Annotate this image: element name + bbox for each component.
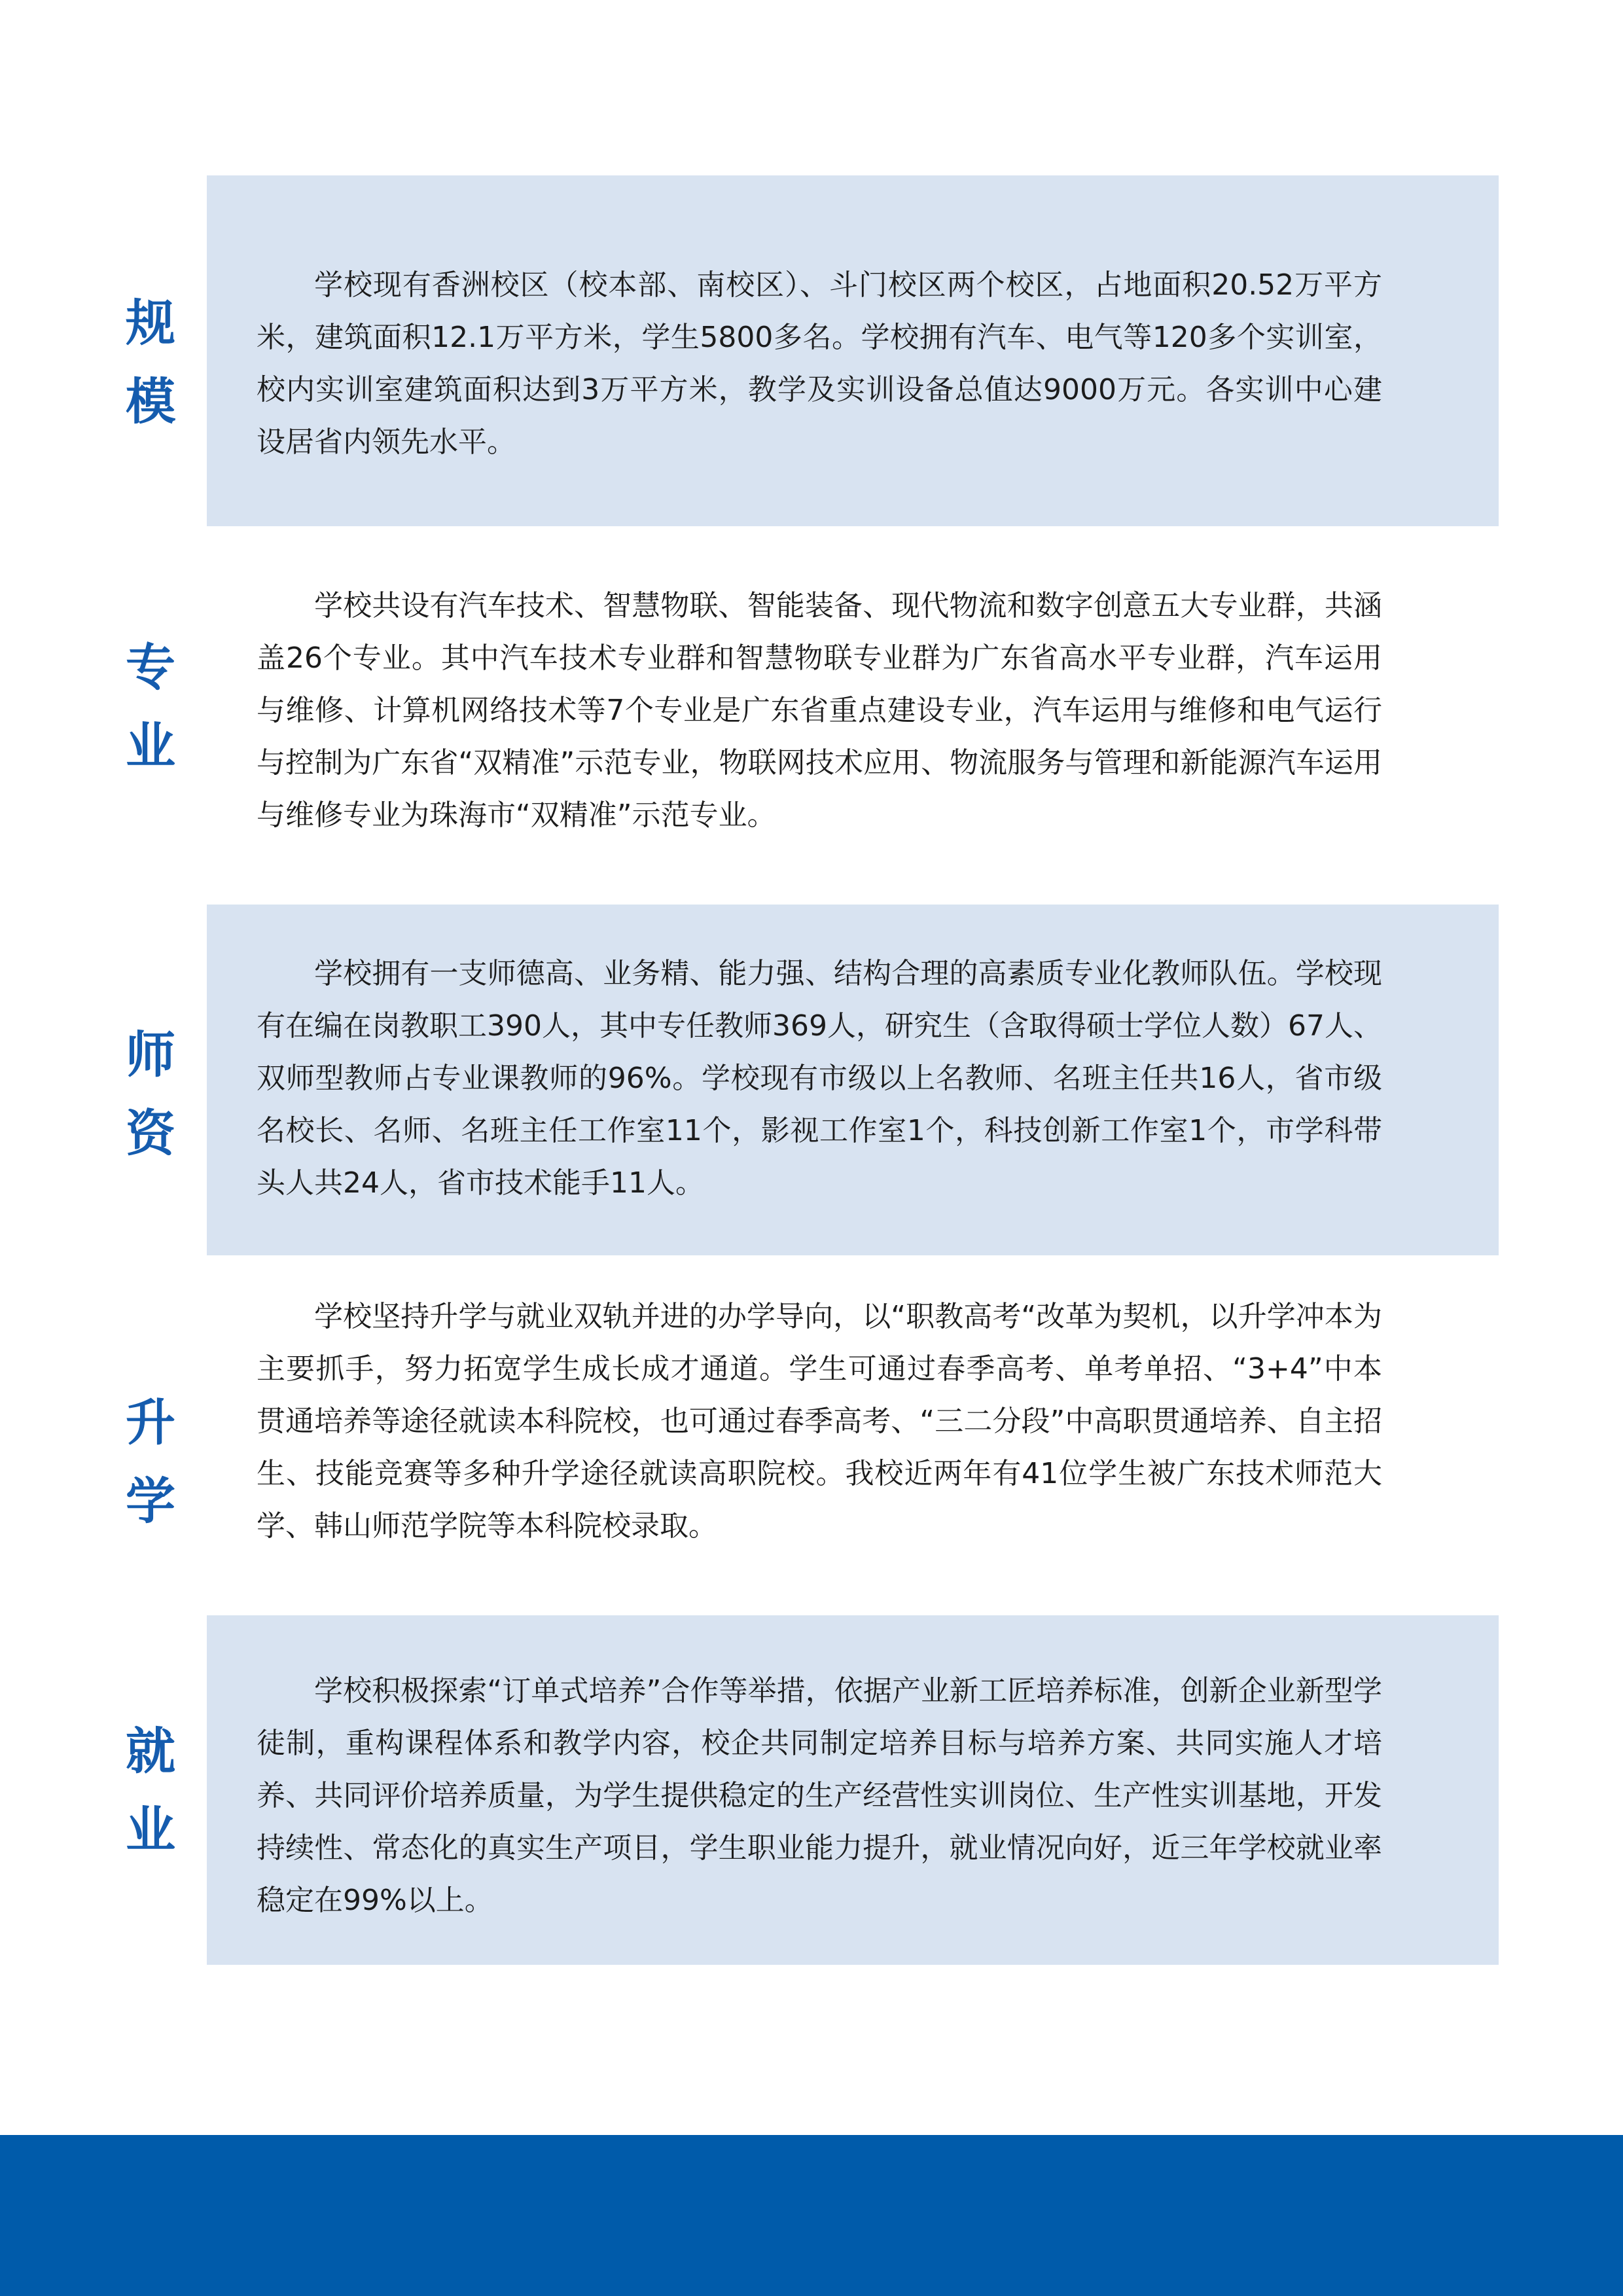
footer-bar (0, 2135, 1623, 2296)
heading-char: 模 (126, 372, 175, 431)
section-text-scale: 学校现有香洲校区（校本部、南校区）、斗门校区两个校区，占地面积20.52万平方米，建筑面积12.1万平方米，学生5800多名。学校拥有汽车、电气等120多个实训室，校内实训室建筑面积达到3万平方米，教学及实训设备总值达9000万元。各实训中心建设居省内领先水平。 (257, 268, 1382, 459)
heading-char: 学 (126, 1472, 175, 1530)
section-heading-employment (98, 1712, 203, 1869)
section-text-employment: 学校积极探索“订单式培养”合作等举措，依据产业新工匠培养标准，创新企业新型学徒制，重构课程体系和教学内容，校企共同制定培养目标与培养方案、共同实施人才培养、共同评价培养质量，为学生提供稳定的生产经营性实训岗位、生产性实训基地，开发持续性、常态化的真实生产项目，学生职业能力提升，就业情况向好，近三年学校就业率稳定在99%以上。 (257, 1674, 1382, 1917)
section-heading-faculty (98, 1016, 203, 1173)
section-heading-majors (98, 628, 203, 785)
heading-char: 升 (126, 1393, 175, 1452)
heading-char: 业 (126, 1801, 175, 1859)
heading-char: 专 (126, 638, 175, 696)
section-text-further-study: 学校坚持升学与就业双轨并进的办学导向，以“职教高考“改革为契机，以升学冲本为主要抓手，努力拓宽学生成长成才通道。学生可通过春季高考、单考单招、“3+4”中本贯通培养等途径就读本科院校，也可通过春季高考、“三二分段”中高职贯通培养、自主招生、技能竞赛等多种升学途径就读高职院校。我校近两年有41位学生被广东技术师范大学、韩山师范学院等本科院校录取。 (257, 1300, 1382, 1543)
section-heading-scale (98, 284, 203, 441)
heading-char: 业 (126, 717, 175, 775)
section-text-faculty: 学校拥有一支师德高、业务精、能力强、结构合理的高素质专业化教师队伍。学校现有在编在岗教职工390人，其中专任教师369人，研究生（含取得硕士学位人数）67人、双师型教师占专业课教师的96%。学校现有市级以上名教师、名班主任共16人，省市级名校长、名师、名班主任工作室11个，影视工作室1个，科技创新工作室1个，市学科带头人共24人，省市技术能手11人。 (257, 957, 1382, 1200)
heading-char: 就 (126, 1722, 175, 1780)
section-heading-further-study (98, 1384, 203, 1541)
heading-char: 师 (126, 1026, 175, 1084)
section-text-majors: 学校共设有汽车技术、智慧物联、智能装备、现代物流和数字创意五大专业群，共涵盖26个专业。其中汽车技术专业群和智慧物联专业群为广东省高水平专业群，汽车运用与维修、计算机网络技术等7个专业是广东省重点建设专业，汽车运用与维修和电气运行与控制为广东省“双精准”示范专业，物联网技术应用、物流服务与管理和新能源汽车运用与维修专业为珠海市“双精准”示范专业。 (257, 589, 1382, 832)
heading-char: 规 (126, 294, 175, 352)
heading-char: 资 (126, 1104, 175, 1162)
